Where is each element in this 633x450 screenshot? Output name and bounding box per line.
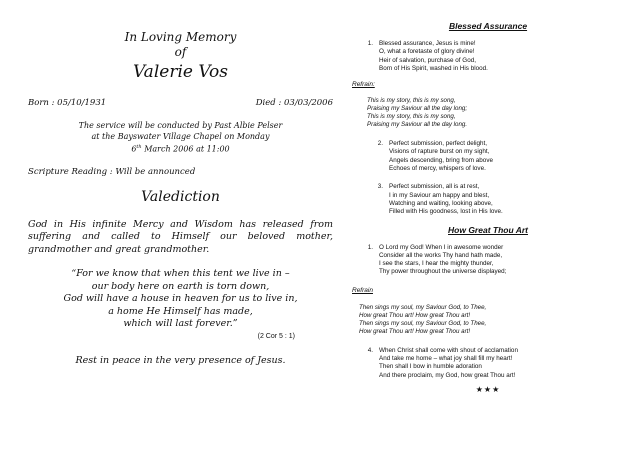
verse-line: which will last forever.” bbox=[123, 318, 238, 330]
dates-row bbox=[28, 98, 333, 108]
memorial-page bbox=[28, 30, 333, 366]
stanza-line: Heir of salvation, purchase of God, bbox=[379, 56, 476, 64]
service-line-2: at the Bayswater Village Chapel on Monday bbox=[91, 132, 270, 141]
hymn2-refrain bbox=[359, 304, 619, 336]
stanza-line: Born of His Spirit, washed in His blood. bbox=[379, 64, 488, 72]
refrain-line: Praising my Saviour all the day long. bbox=[367, 121, 468, 129]
service-day: 6 bbox=[131, 144, 137, 154]
refrain-line: Praising my Saviour all the day long; bbox=[367, 105, 468, 113]
hymn2-stanza-1 bbox=[357, 244, 619, 277]
valediction-text: God in His infinite Mercy and Wisdom has released from suffering and called to Himself our beloved mother, grandmother and great grandmother. bbox=[28, 218, 333, 255]
died-date: Died : 03/03/2006 bbox=[255, 98, 333, 108]
stanza-number: 1. bbox=[367, 40, 373, 47]
in-loving-memory-heading: In Loving Memory bbox=[124, 30, 237, 44]
stanza-line: Visions of rapture burst on my sight, bbox=[389, 148, 490, 156]
refrain-line: Then sings my soul, my Saviour God, to Thee, bbox=[359, 303, 487, 311]
service-line-1: The service will be conducted by Past Albie Pelser bbox=[78, 121, 283, 130]
hymn-title-blessed-assurance: Blessed Assurance bbox=[448, 21, 528, 31]
hymn2-stanza-4 bbox=[357, 347, 619, 380]
hymn2-refrain-label: Refrain bbox=[352, 286, 373, 294]
refrain-line: How great Thou art! How great Thou art! bbox=[359, 327, 471, 335]
verse-reference: (2 Cor 5 : 1) bbox=[257, 332, 295, 340]
stanza-line: I see the stars, I hear the mighty thunder, bbox=[379, 260, 494, 268]
stanza-line: Then shall I bow in humble adoration bbox=[379, 363, 482, 371]
hymn1-stanza-1 bbox=[357, 40, 619, 73]
scripture-verse bbox=[28, 268, 333, 343]
stanza-line: O Lord my God! When I in awesome wonder bbox=[379, 243, 504, 251]
verse-line: a home He Himself has made, bbox=[108, 305, 253, 317]
refrain-line: How great Thou art! How great Thou art! bbox=[359, 311, 471, 319]
stanza-line: Filled with His goodness, lost in His love. bbox=[389, 208, 503, 216]
stars-ornament: ★★★ bbox=[475, 384, 501, 394]
stanza-number: 1. bbox=[367, 243, 373, 251]
verse-line: our body here on earth is torn down, bbox=[91, 280, 270, 292]
hymn-title-how-great-thou-art: How Great Thou Art bbox=[448, 224, 528, 235]
rest-in-peace-text: Rest in peace in the very presence of Jesus. bbox=[75, 355, 286, 367]
verse-line: “For we know that when this tent we live in – bbox=[71, 268, 290, 280]
stanza-line: Blessed assurance, Jesus is mine! bbox=[379, 40, 476, 47]
stanza-number: 4. bbox=[367, 346, 373, 354]
service-day-suffix: th bbox=[136, 144, 142, 150]
refrain-line: Then sings my soul, my Saviour God, to Thee, bbox=[359, 319, 487, 327]
deceased-name: Valerie Vos bbox=[132, 62, 229, 82]
stanza-line: Echoes of mercy, whispers of love. bbox=[389, 165, 486, 173]
stanza-number: 3. bbox=[377, 183, 383, 191]
service-date bbox=[28, 142, 333, 155]
service-date-rest: March 2006 at 11:00 bbox=[141, 144, 230, 154]
born-date: Born : 05/10/1931 bbox=[28, 98, 107, 108]
stanza-line: O, what a foretaste of glory divine! bbox=[379, 48, 475, 56]
hymn1-stanza-3 bbox=[367, 183, 619, 216]
hymn1-stanza-2 bbox=[367, 140, 619, 173]
valediction-title: Valediction bbox=[141, 188, 220, 205]
service-details bbox=[28, 120, 333, 155]
refrain-line: This is my story, this is my song, bbox=[367, 97, 456, 105]
stanza-line: Perfect submission, perfect delight, bbox=[389, 140, 487, 148]
scripture-reading: Scripture Reading : Will be announced bbox=[28, 166, 196, 177]
of-text: of bbox=[174, 45, 187, 59]
verse-line: God will have a house in heaven for us to live in, bbox=[63, 293, 298, 305]
stanza-line: Perfect submission, all is at rest, bbox=[389, 183, 480, 191]
stanza-line: I in my Saviour am happy and blest, bbox=[389, 191, 490, 199]
stanza-line: And take me home – what joy shall fill my heart! bbox=[379, 355, 513, 363]
stanza-line: Watching and waiting, looking above, bbox=[389, 199, 493, 207]
stanza-line: When Christ shall come with shout of acclamation bbox=[379, 346, 518, 354]
refrain-line: This is my story, this is my song, bbox=[367, 113, 456, 121]
stanza-line: Consider all the works Thy hand hath made, bbox=[379, 251, 503, 259]
stanza-line: And there proclaim, my God, how great Thou art! bbox=[379, 371, 516, 379]
hymn1-refrain-label: Refrain: bbox=[352, 81, 375, 89]
stanza-line: Thy power throughout the universe displayed; bbox=[379, 268, 507, 276]
hymns-page bbox=[352, 21, 619, 394]
stanza-line: Angels descending, bring from above bbox=[389, 156, 493, 164]
stanza-number: 2. bbox=[377, 140, 383, 148]
hymn1-refrain bbox=[367, 97, 619, 129]
